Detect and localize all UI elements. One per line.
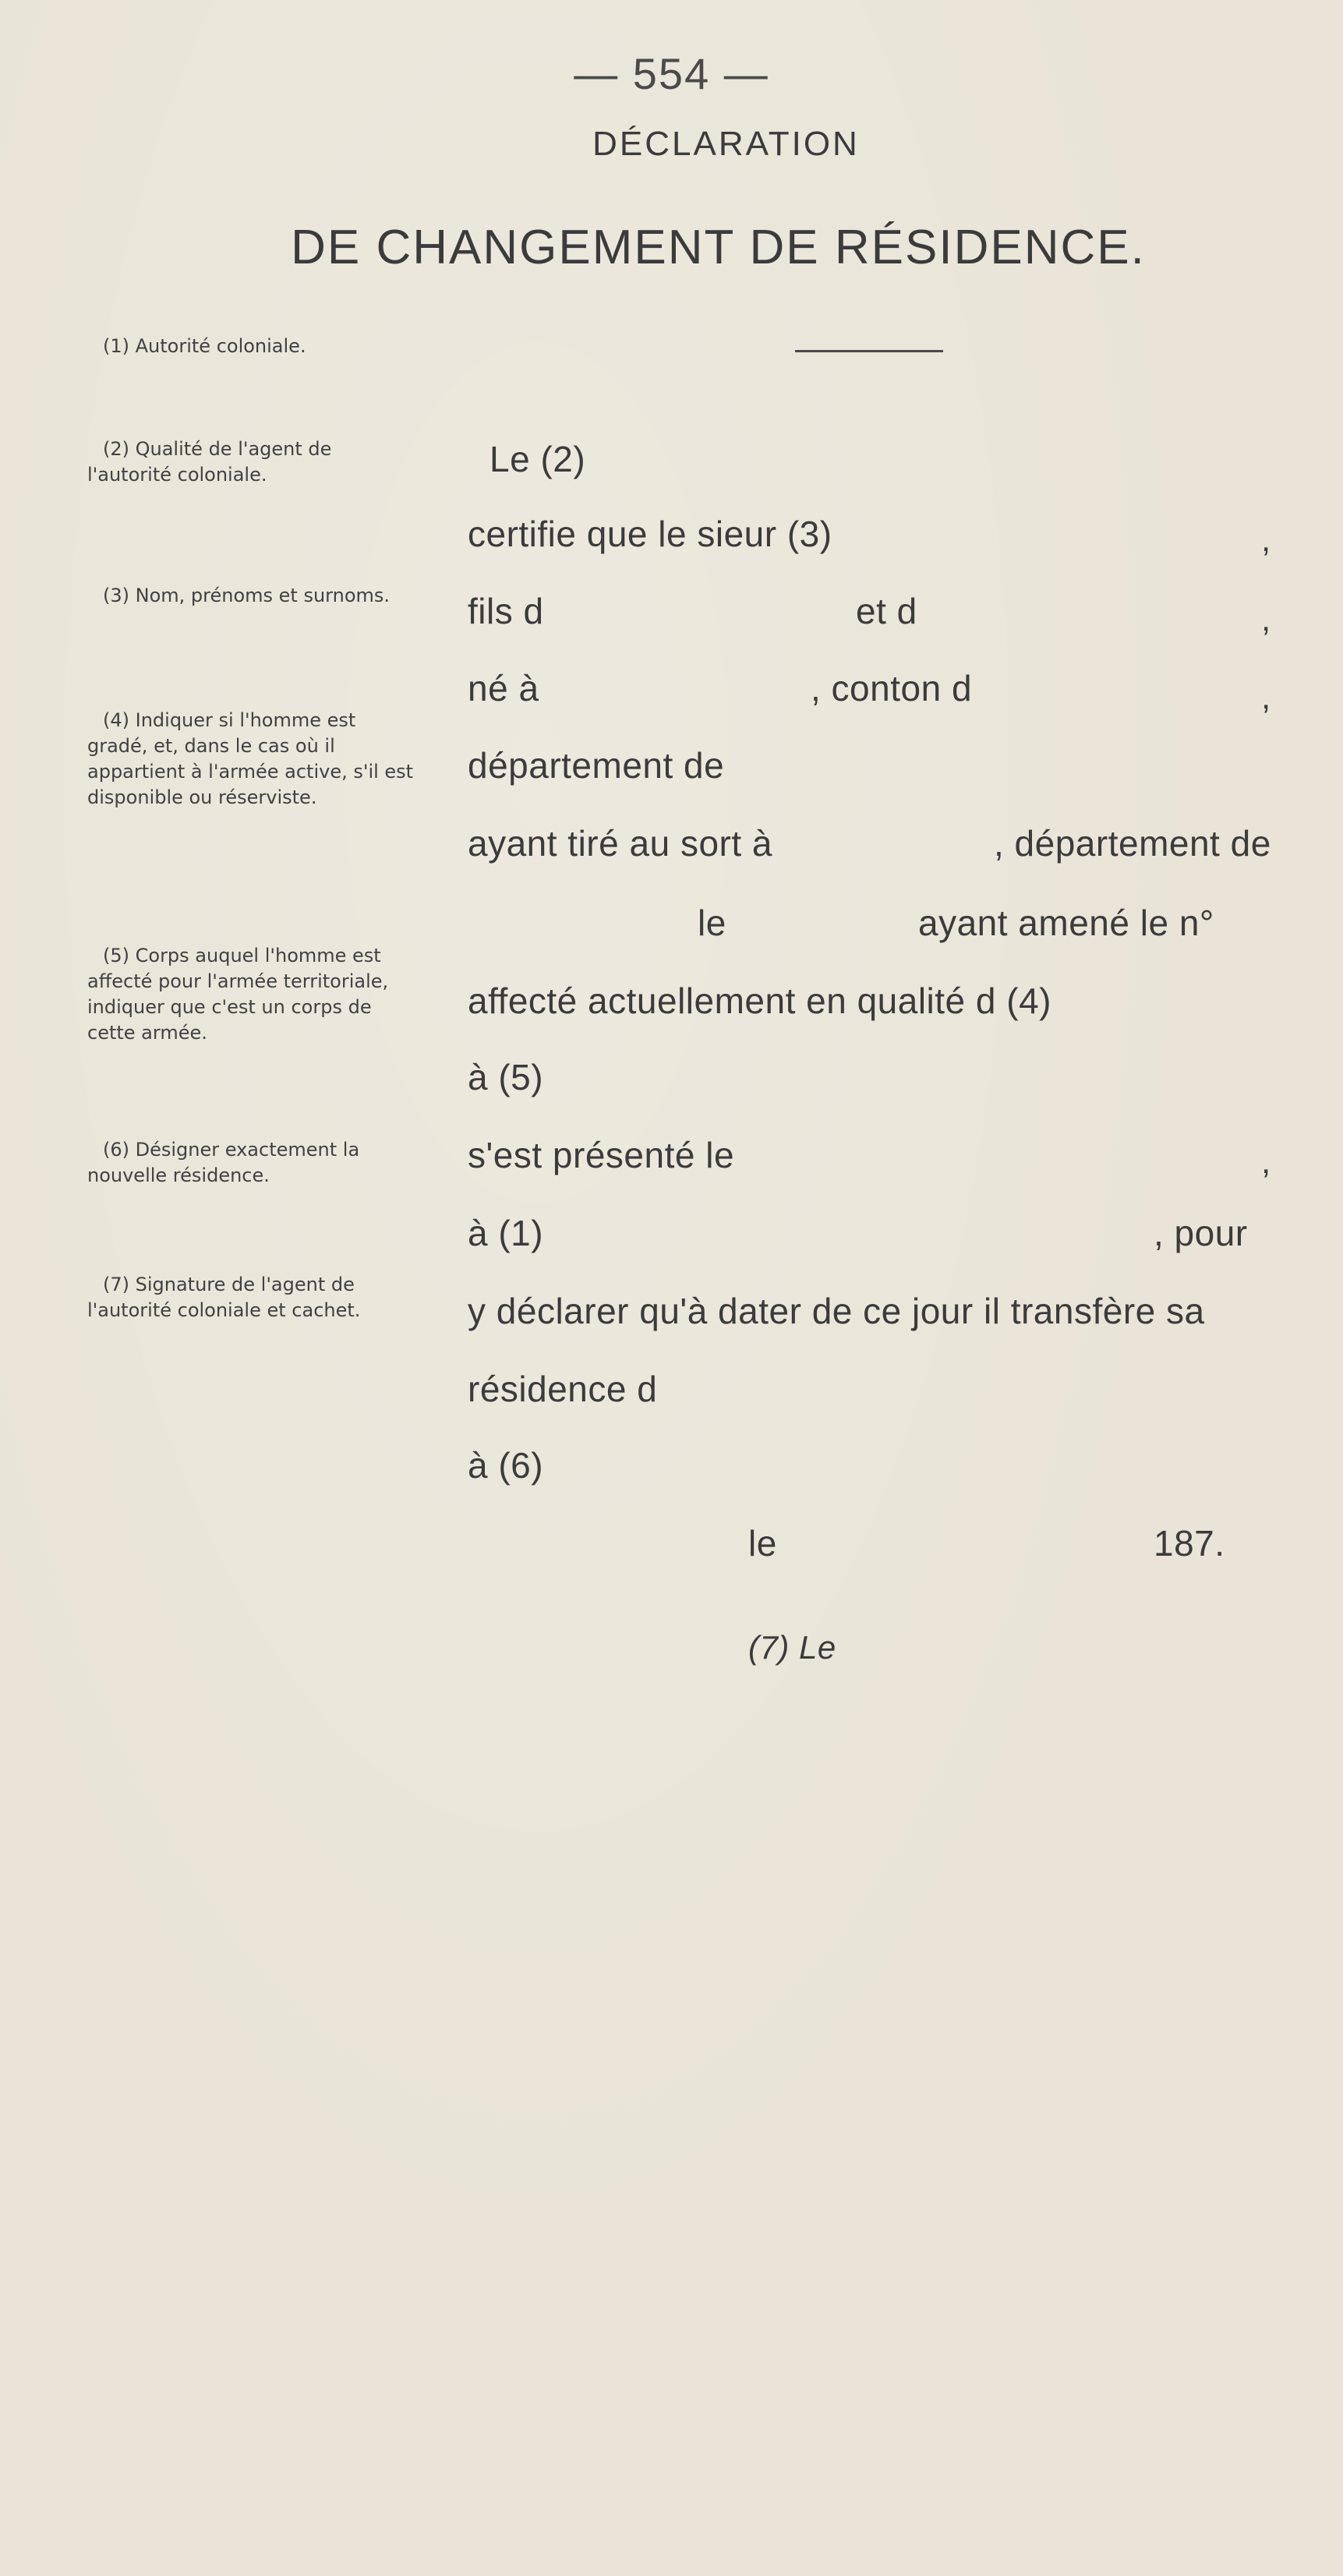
margin-note-5: (5) Corps auquel l'homme est affecté pour l'armée territoriale, indiquer que c'est un corps de cette armée. [87,945,389,1044]
form-comma: , [1261,1143,1271,1181]
margin-note-2: (2) Qualité de l'agent de l'autorité coloniale. [87,438,332,486]
margin-note-3: (3) Nom, prénoms et surnoms. [103,585,391,606]
title-divider [795,350,943,352]
form-line-corps: à (5) [468,1057,544,1097]
margin-note-7: (7) Signature de l'agent de l'autorité coloniale et cachet. [87,1274,361,1321]
form-line-affecte: affecté actuellement en qualité d (4) [468,981,1051,1021]
margin-note-4: (4) Indiquer si l'homme est gradé, et, dans le cas où il appartient à l'armée active, s'il est disponible ou réserviste. [87,709,414,808]
form-line-declarer: y déclarer qu'à dater de ce jour il transfère sa [468,1291,1205,1331]
form-line-fils: fils d [468,591,544,631]
form-line-tire: ayant tiré au sort à [468,823,772,864]
form-line-certifie: certifie que le sieur (3) [468,514,832,554]
form-line-presente: s'est présenté le [468,1135,735,1175]
form-line-le: le [698,903,726,943]
form-line-date: le [748,1523,777,1564]
form-line-year: 187. [1154,1523,1225,1564]
document-subtitle: DE CHANGEMENT DE RÉSIDENCE. [291,221,1146,274]
form-line-ne: né à [468,668,539,708]
form-line-autorite: à (1) [468,1213,544,1253]
form-line-canton: , conton d [811,668,973,708]
form-line-pour: , pour [1154,1213,1248,1253]
form-comma: , [1261,521,1271,559]
form-line-signature: (7) Le [748,1629,836,1666]
form-line-agent: Le (2) [489,439,586,479]
form-line-residence: résidence d [468,1369,658,1409]
form-comma: , [1261,678,1271,716]
document-title: DÉCLARATION [592,125,860,163]
form-line-departement: département de [468,745,725,786]
form-comma: , [1261,600,1271,638]
form-line-numero: ayant amené le n° [918,903,1214,943]
form-line-nouvelle-residence: à (6) [468,1445,544,1486]
margin-note-6: (6) Désigner exactement la nouvelle résidence. [87,1139,360,1186]
margin-note-1: (1) Autorité coloniale. [103,335,306,357]
page-number: — 554 — [574,49,769,98]
form-line-departement-2: , département de [994,823,1271,864]
form-line-et: et d [856,591,917,631]
